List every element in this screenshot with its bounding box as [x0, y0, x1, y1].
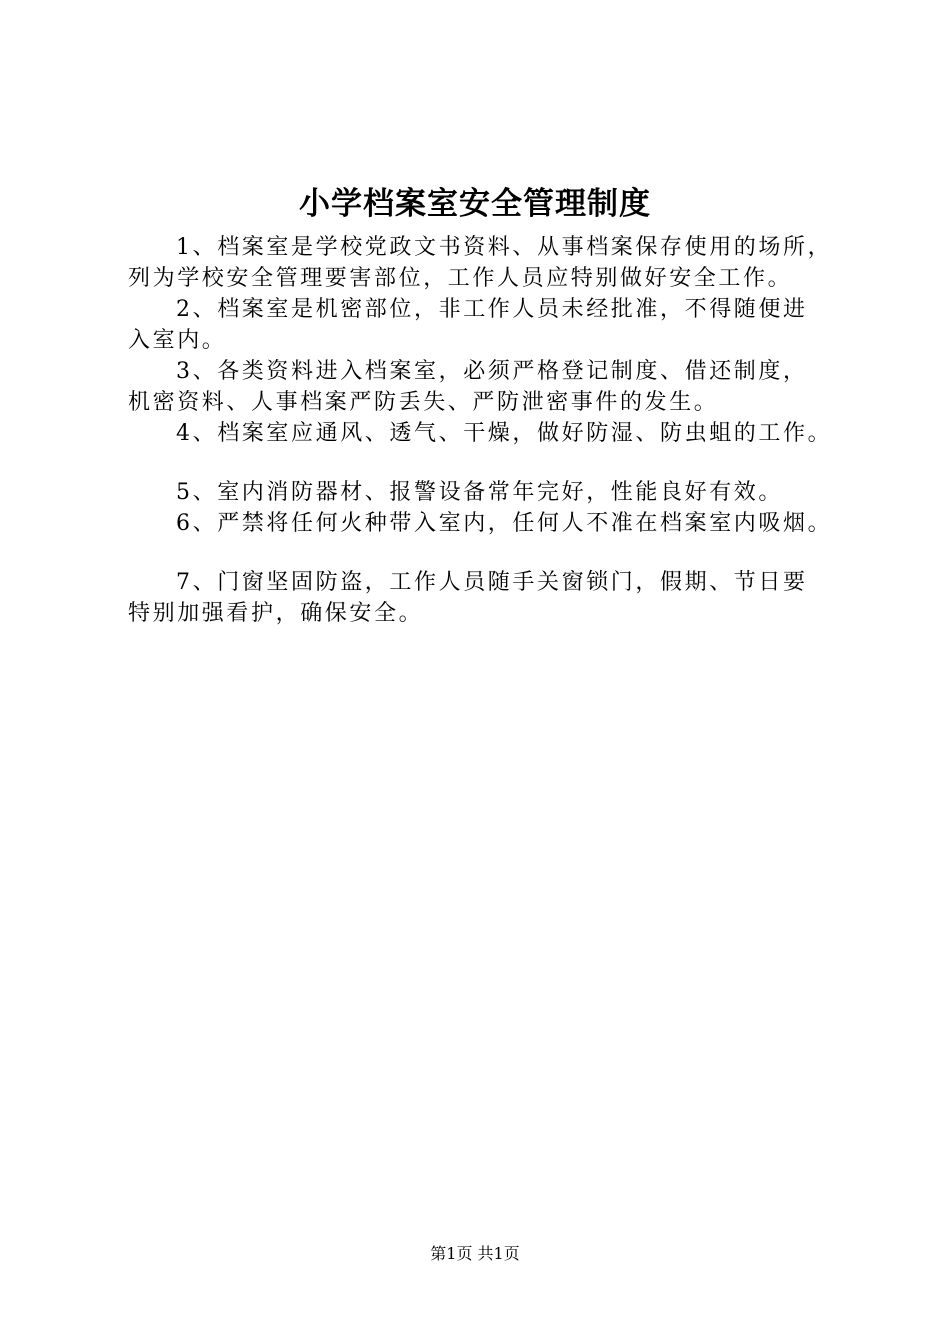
- rule-paragraph-4: 4、档案室应通风、透气、干燥，做好防湿、防虫蛆的工作。: [176, 421, 833, 446]
- rule-paragraph-5: 5、室内消防器材、报警设备常年完好，性能良好有效。: [176, 480, 783, 505]
- paragraph-spacer: [128, 449, 858, 477]
- page-number-footer: 第1页 共1页: [430, 1244, 520, 1263]
- rule-paragraph-7: 7、门窗坚固防盗，工作人员随手关窗锁门，假期、节日要 特别加强看护，确保安全。: [128, 570, 808, 626]
- rule-paragraph-2: 2、档案室是机密部位，非工作人员未经批准，不得随便进 入室内。: [128, 297, 808, 353]
- document-body: [128, 232, 858, 629]
- rule-paragraph-1: 1、档案室是学校党政文书资料、从事档案保存使用的场所， 列为学校安全管理要害部位，工作人员应特别做好安全工作。: [128, 235, 833, 291]
- document-title: 小学档案室安全管理制度: [299, 186, 651, 222]
- rule-paragraph-3: 3、各类资料进入档案室，必须严格登记制度、借还制度， 机密资料、人事档案严防丢失、严防泄密事件的发生。: [128, 359, 808, 415]
- rule-paragraph-6: 6、严禁将任何火种带入室内，任何人不准在档案室内吸烟。: [176, 511, 833, 536]
- paragraph-spacer: [128, 539, 858, 567]
